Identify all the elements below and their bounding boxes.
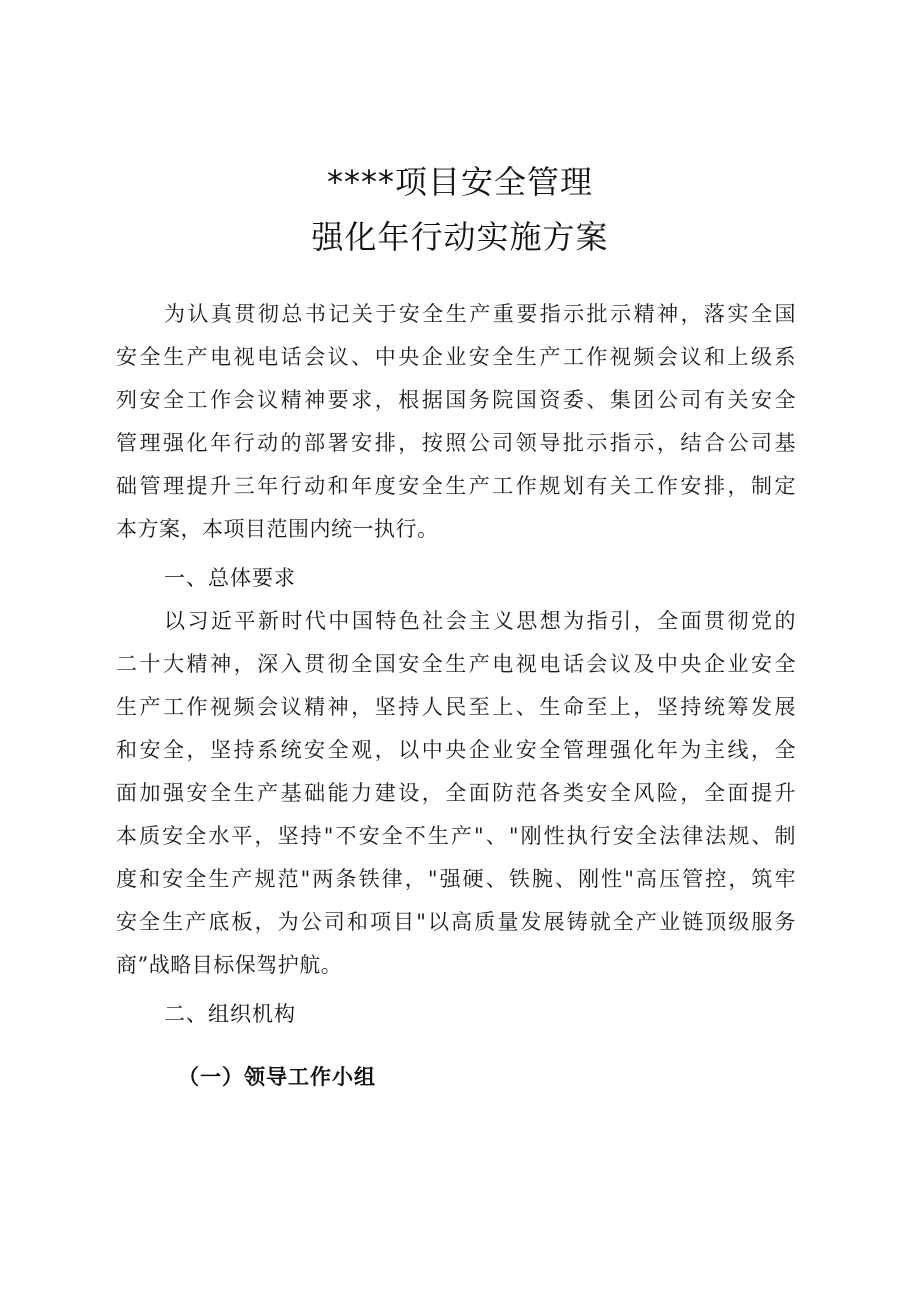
intro-line: 础管理提升三年行动和年度安全生产工作规划有关工作安排，制定 bbox=[116, 474, 796, 498]
section1-line: 本质安全水平，坚持"不安全不生产"、"刚性执行安全法律法规、制 bbox=[116, 824, 796, 848]
intro-line: 安全生产电视电话会议、中央企业安全生产工作视频会议和上级系 bbox=[116, 345, 796, 369]
intro-line: 列安全工作会议精神要求，根据国务院国资委、集团公司有关安全 bbox=[116, 388, 796, 412]
section-heading-general-requirements: 一、总体要求 bbox=[164, 566, 296, 590]
subsection-heading-leadership-group: （一）领导工作小组 bbox=[178, 1065, 376, 1089]
section1-line: 度和安全生产规范"两条铁律，"强硬、铁腕、刚性"高压管控，筑牢 bbox=[116, 867, 796, 891]
document-title-line-2: 强化年行动实施方案 bbox=[311, 218, 609, 256]
intro-line: 本方案，本项目范围内统一执行。 bbox=[116, 517, 439, 541]
section1-line: 生产工作视频会议精神，坚持人民至上、生命至上，坚持统筹发展 bbox=[116, 695, 796, 719]
section1-line: 和安全，坚持系统安全观，以中央企业安全管理强化年为主线，全 bbox=[116, 738, 796, 762]
section1-line: 商”战略目标保驾护航。 bbox=[116, 953, 343, 977]
intro-line: 管理强化年行动的部署安排，按照公司领导批示指示，结合公司基 bbox=[116, 431, 796, 455]
section-heading-organization: 二、组织机构 bbox=[164, 1002, 296, 1026]
section1-line: 以习近平新时代中国特色社会主义思想为指引，全面贯彻党的 bbox=[164, 609, 796, 633]
section1-line: 二十大精神，深入贯彻全国安全生产电视电话会议及中央企业安全 bbox=[116, 652, 796, 676]
section1-line: 面加强安全生产基础能力建设，全面防范各类安全风险，全面提升 bbox=[116, 781, 796, 805]
intro-line: 为认真贯彻总书记关于安全生产重要指示批示精神，落实全国 bbox=[164, 302, 796, 326]
document-title-line-1: ****项目安全管理 bbox=[326, 163, 593, 201]
section1-line: 安全生产底板，为公司和项目"以高质量发展铸就全产业链顶级服务 bbox=[116, 910, 796, 934]
